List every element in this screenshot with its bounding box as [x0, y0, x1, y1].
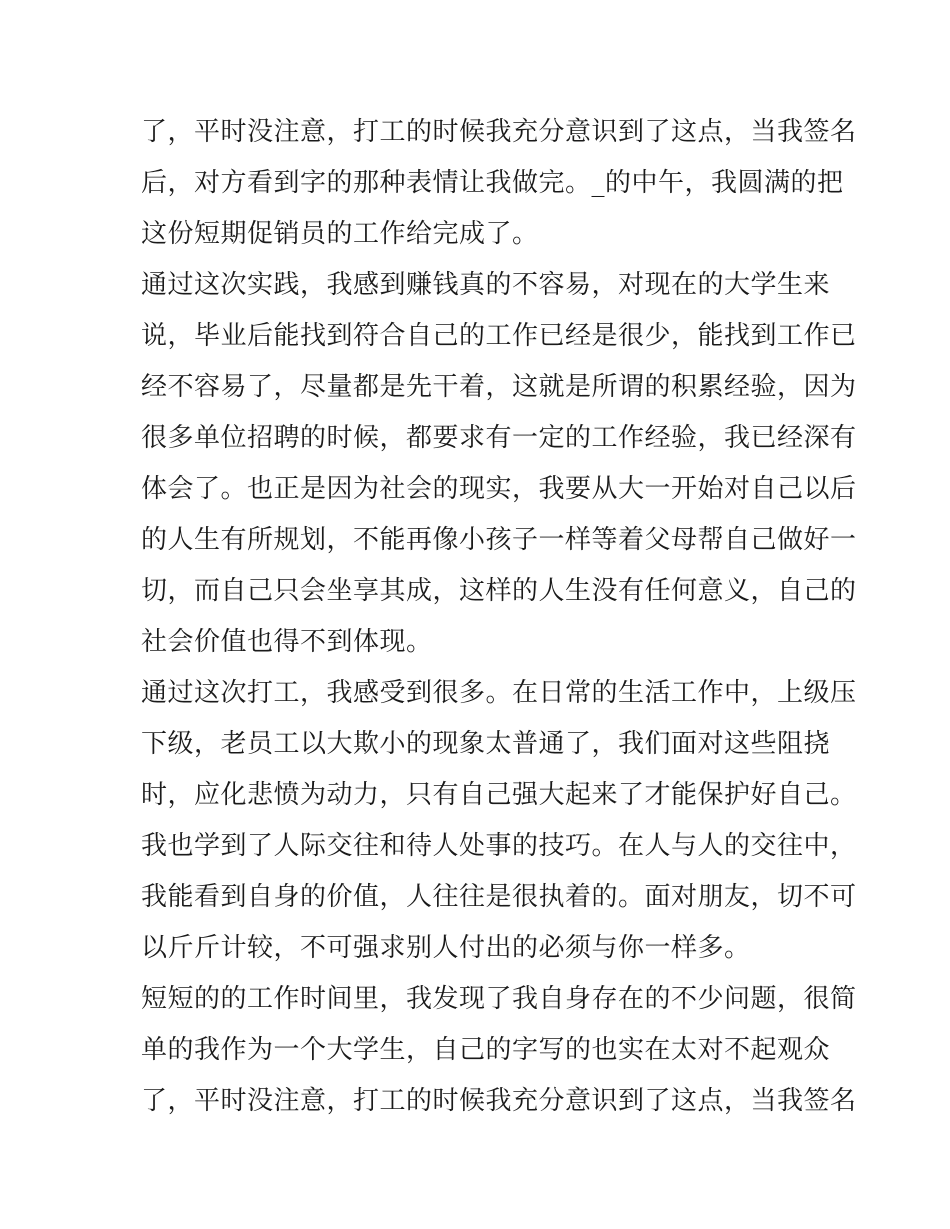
text-line: 这份短期促销员的工作给完成了。 — [141, 219, 539, 249]
text-line: 了，平时没注意，打工的时候我充分意识到了这点，当我签名 — [141, 117, 857, 147]
text-line: 我能看到自身的价值，人往往是很执着的。面对朋友，切不可 — [141, 882, 857, 912]
text-line: 我也学到了人际交往和待人处事的技巧。在人与人的交往中， — [141, 831, 857, 861]
text-line: 以斤斤计较，不可强求别人付出的必须与你一样多。 — [141, 933, 751, 963]
text-line: 社会价值也得不到体现。 — [141, 627, 433, 657]
text-line: 的人生有所规划，不能再像小孩子一样等着父母帮自己做好一 — [141, 525, 857, 555]
text-line: 时，应化悲愤为动力，只有自己强大起来了才能保护好自己。 — [141, 780, 857, 810]
text-line: 经不容易了，尽量都是先干着，这就是所谓的积累经验，因为 — [141, 372, 857, 402]
text-line: 了，平时没注意，打工的时候我充分意识到了这点，当我签名 — [141, 1086, 857, 1116]
text-line: 后，对方看到字的那种表情让我做完。_的中午，我圆满的把 — [141, 168, 844, 198]
text-line: 通过这次打工，我感受到很多。在日常的生活工作中，上级压 — [141, 678, 857, 708]
document-body — [141, 107, 857, 1127]
text-line: 说，毕业后能找到符合自己的工作已经是很少，能找到工作已 — [141, 321, 857, 351]
text-line: 很多单位招聘的时候，都要求有一定的工作经验，我已经深有 — [141, 423, 857, 453]
text-line: 体会了。也正是因为社会的现实，我要从大一开始对自己以后 — [141, 474, 857, 504]
text-line: 通过这次实践，我感到赚钱真的不容易，对现在的大学生来 — [141, 270, 831, 300]
text-line: 短短的的工作时间里，我发现了我自身存在的不少问题，很简 — [141, 984, 857, 1014]
text-line: 切，而自己只会坐享其成，这样的人生没有任何意义，自己的 — [141, 576, 857, 606]
text-line: 下级，老员工以大欺小的现象太普通了，我们面对这些阻挠 — [141, 729, 831, 759]
text-line: 单的我作为一个大学生，自己的字写的也实在太对不起观众 — [141, 1035, 831, 1065]
